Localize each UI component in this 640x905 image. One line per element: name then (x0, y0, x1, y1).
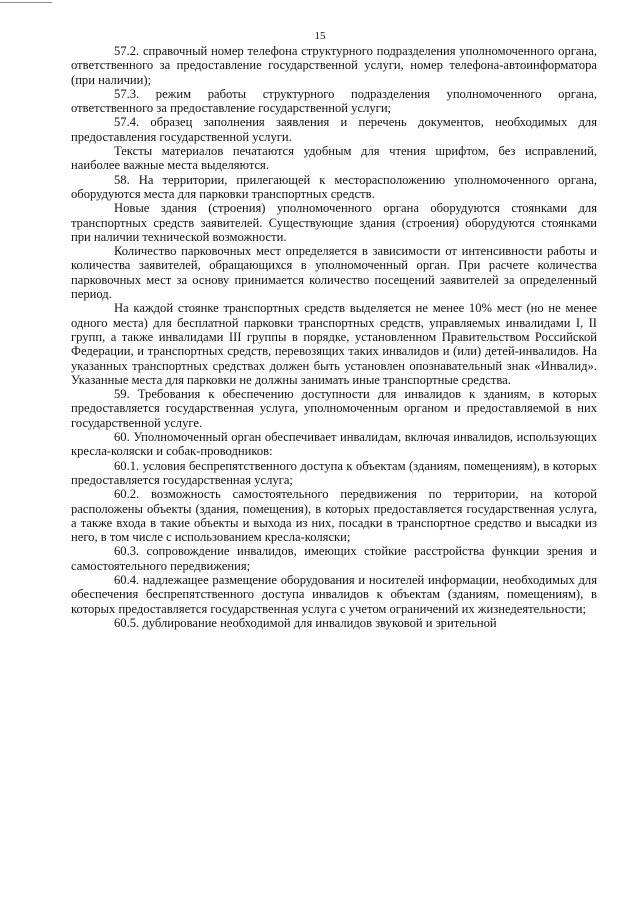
paragraph-60-1: 60.1. условия беспрепятственного доступа к объектам (зданиям, помещениям), в которых предоставляется государственная услуга; (71, 458, 597, 487)
paragraph-60-5: 60.5. дублирование необходимой для инвалидов звуковой и зрительной (114, 615, 497, 630)
paragraph-disabled-parking: На каждой стоянке транспортных средств выделяется не менее 10% мест (но не менее одного места) для бесплатной парковки транспортных средств, управляемых инвалидами I, II групп, а также инвалидами III группы в порядке, установленном Правительством Российской Федерации, и транспортных средств, перевозящих таких инвалидов и (или) детей-инвалидов. На указанных транспортных средствах должен быть установлен опознавательный знак «Инвалид». Указанные места для парковки не должны занимать иные транспортные средства. (71, 301, 597, 387)
paragraph-60-3: 60.3. сопровождение инвалидов, имеющих стойкие расстройства функции зрения и самостоятельного передвижения; (71, 544, 597, 573)
paragraph-57-3: 57.3. режим работы структурного подразделения уполномоченного органа, ответственного за предоставление государственной услуги; (71, 86, 597, 116)
paragraph-new-buildings: Новые здания (строения) уполномоченного органа оборудуются стоянками для транспортных средств заявителей. Существующие здания (строения) оборудуются стоянками при наличии технической возможности. (71, 201, 597, 244)
document-body (71, 44, 597, 630)
paragraph-60-2: 60.2. возможность самостоятельного передвижения по территории, на которой расположены объекты (здания, помещения), в которых предоставляется государственная услуга, а также входа в такие объекты и выхода из них, посадки в транспортное средство и высадки из него, в том числе с использованием кресла-коляски; (71, 487, 597, 545)
paragraph-fonts-note: Тексты материалов печатаются удобным для чтения шрифтом, без исправлений, наиболее важные места выделяются. (71, 144, 597, 173)
paragraph-59: 59. Требования к обеспечению доступности для инвалидов к зданиям, в которых предоставляется государственная услуга, уполномоченным органом и предоставляемой в них государственной услуге. (71, 387, 597, 430)
scan-edge-mark (0, 2, 52, 3)
paragraph-57-2: 57.2. справочный номер телефона структурного подразделения уполномоченного органа, ответственного за предоставление государственной услуги, номер телефона-автоинформатора (при наличии); (71, 44, 597, 87)
paragraph-60: 60. Уполномоченный орган обеспечивает инвалидам, включая инвалидов, использующих кресла-коляски и собак-проводников: (71, 430, 597, 459)
paragraph-57-4: 57.4. образец заполнения заявления и перечень документов, необходимых для предоставления государственной услуги. (71, 115, 597, 144)
paragraph-parking-count: Количество парковочных мест определяется в зависимости от интенсивности работы и количества заявителей, обращающихся в уполномоченный орган. При расчете количества парковочных мест за основу принимается количество посещений заявителей за определенный период. (71, 244, 597, 302)
page-number: 15 (314, 30, 326, 42)
paragraph-58: 58. На территории, прилегающей к месторасположению уполномоченного органа, оборудуются места для парковки транспортных средств. (71, 172, 597, 201)
paragraph-60-4: 60.4. надлежащее размещение оборудования и носителей информации, необходимых для обеспечения беспрепятственного доступа инвалидов к объектам (зданиям, помещениям), в которых предоставляется государственная услуга с учетом ограничений их жизнедеятельности; (71, 572, 597, 616)
